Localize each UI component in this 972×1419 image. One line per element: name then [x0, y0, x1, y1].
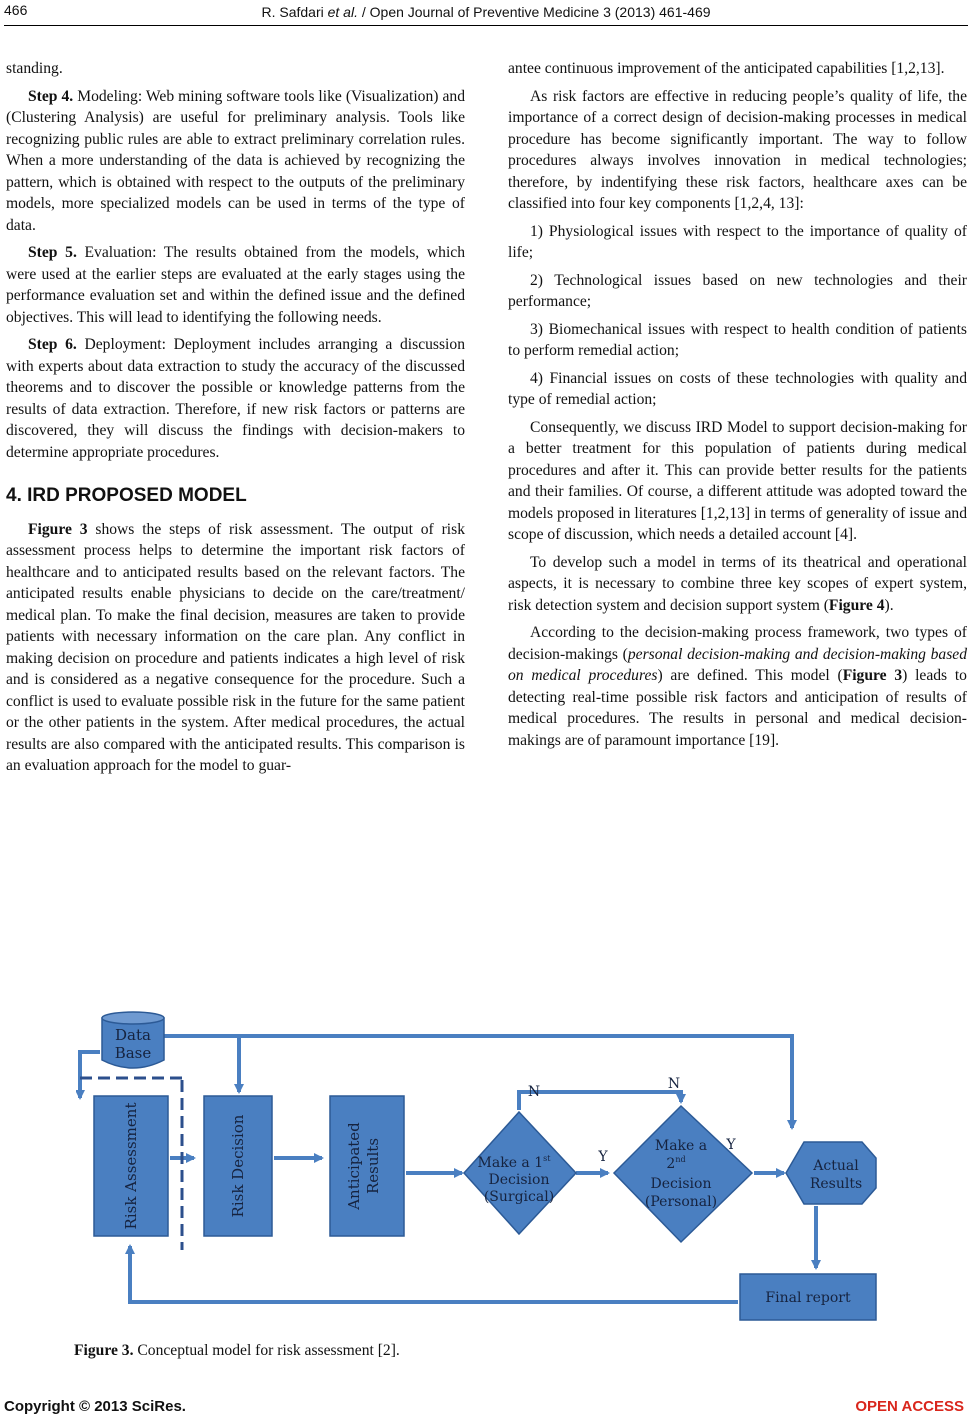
section-heading: 4. IRD PROPOSED MODEL — [6, 485, 247, 506]
running-header-etal: et al. — [327, 4, 358, 20]
connector-decision1-no-loop — [519, 1092, 681, 1110]
header-rule — [4, 25, 968, 26]
decision-1-line1-text: Make a 1 — [477, 1155, 544, 1171]
actual-results-line1: Actual — [813, 1158, 859, 1174]
develop-text-end: ). — [884, 596, 894, 614]
figure-3-diagram — [76, 1010, 900, 1340]
no-label-1: N — [527, 1084, 541, 1100]
open-access-footer: OPEN ACCESS — [855, 1398, 964, 1415]
copyright-footer: Copyright © 2013 SciRes. — [4, 1398, 186, 1415]
decision-1-node — [464, 1112, 576, 1234]
risk-decision-node — [204, 1096, 272, 1236]
caption-label: Figure 3. — [74, 1342, 134, 1359]
decision-2-node — [614, 1106, 752, 1242]
risk-assessment-node — [94, 1096, 168, 1236]
database-label-line1: Data — [115, 1026, 151, 1044]
risk-decision-label: Risk Decision — [229, 1114, 247, 1218]
paragraph-step4 — [6, 86, 465, 237]
framework-text-b: ) are defined. This model ( — [657, 667, 843, 684]
figure-caption — [74, 1342, 400, 1360]
running-header — [0, 4, 972, 20]
actual-results-line2: Results — [809, 1176, 863, 1192]
decision-1-superscript: st — [543, 1154, 551, 1163]
paragraph-develop — [508, 552, 967, 617]
figure3-reference: Figure 3 — [28, 520, 88, 538]
paragraph-model — [6, 519, 465, 777]
paragraph-continuation: antee continuous improvement of the anticipated capabilities [1,2,13]. — [508, 60, 945, 77]
step4-text: Modeling: Web mining software tools like (Visualization) and (Clustering Analysis) are useful for preliminary analysis. Tools like recognizing public rules are able to extract preliminary correlation rules. When a more understanding of the data is achieved by recognizing the pattern, which is obtained with respect to the outputs of the preliminary models, more specialized models can be used in terms of the type of data. — [6, 87, 465, 234]
paragraph-framework — [508, 622, 967, 751]
final-report-node — [740, 1274, 876, 1320]
develop-text: To develop such a model in terms of its theatrical and operational aspects, it is necessary to combine three key scopes of expert system, risk detection system and decision support system ( — [508, 553, 967, 614]
decision-1-line1 — [478, 1154, 552, 1171]
paragraph-step6 — [6, 334, 465, 463]
no-label-2: N — [667, 1076, 681, 1092]
list-item-3: 3) Biomechanical issues with respect to health condition of patients to perform remedial action; — [508, 320, 967, 359]
decision-2-line1: Make a — [654, 1138, 708, 1154]
step5-label: Step 5. — [28, 244, 77, 261]
step4-label: Step 4. — [28, 87, 74, 105]
anticipated-results-node — [330, 1096, 404, 1236]
framework-italic: personal decision-making and decision-making based on medical procedures — [508, 645, 967, 684]
yes-label-1: Y — [598, 1149, 608, 1165]
caption-text: Conceptual model for risk assessment [2]. — [133, 1342, 400, 1359]
model-text: shows the steps of risk assessment. The output of risk assessment process helps to determine the important risk factors of healthcare and to anticipated results based on the relevant factors. The anticipated results enable physicians to decide on the care/treatment/ medical plan. To make the final decision, measures are taken to provide patients with necessary information on the care plan. Any conflict in making decision on procedure and patients indicates a high level of risk and is considered as a negative consequence for the procedure. Such a conflict is used to evaluate possible risk in the future for the same patient or the other patients in the system. After medical procedures, the actual results are also compared with the anticipated results. This comparison is an evaluation approach for the model to guar- — [6, 520, 465, 774]
actual-results-node — [786, 1142, 876, 1204]
anticipated-label-line1: Anticipated — [345, 1122, 363, 1210]
yes-label-2: Y — [726, 1137, 736, 1153]
paragraph-consequently: Consequently, we discuss IRD Model to support decision-making for a better treatment for this population of patients during medical procedures and after it. This can provide better results for the patients and their families. Of course, a different attitude was adopted toward the models proposed in literatures [1,2,13] in terms of generality of issue and scope of discussion, which needs a detailed account [4]. — [508, 418, 967, 543]
decision-1-line2: Decision — [488, 1172, 550, 1188]
running-header-authors: R. Safdari — [261, 4, 328, 20]
list-item-4: 4) Financial issues on costs of these technologies with quality and type of remedial action; — [508, 369, 967, 408]
right-column — [508, 58, 967, 757]
database-node — [102, 1012, 164, 1068]
figure4-reference: Figure 4 — [828, 596, 885, 614]
connector-db-to-risk-assessment — [80, 1052, 100, 1098]
page-number: 466 — [4, 2, 28, 18]
connector-final-report-loop-back — [130, 1246, 738, 1302]
running-header-journal: / Open Journal of Preventive Medicine 3 (2013) 461-469 — [357, 4, 711, 20]
decision-2-superscript: nd — [675, 1155, 686, 1164]
decision-2-line4: (Personal) — [644, 1194, 718, 1210]
framework-text-c: ) leads to detecting real-time possible risk factors and anticipation of results of medical procedures. The results in personal and medical decision-makings are of paramount importance [19]. — [508, 667, 967, 749]
framework-text-a: According to the decision-making process framework, two types of decision-makings ( — [508, 624, 967, 663]
list-item-1: 1) Physiological issues with respect to the importance of quality of life; — [508, 222, 967, 261]
paragraph-standing: standing. — [6, 60, 63, 77]
list-item-2: 2) Technological issues based on new technologies and their performance; — [508, 271, 967, 310]
step6-text: Deployment: Deployment includes arranging a discussion with experts about data extraction to study the accuracy of the discussed theorems and to discover the possible or knowledge patterns from the results of data extraction. Therefore, if new risk factors or patterns are discovered, they will discuss the findings with decision-makers to determine appropriate procedures. — [6, 336, 465, 461]
risk-assessment-label: Risk Assessment — [122, 1102, 140, 1230]
step6-label: Step 6. — [28, 336, 77, 353]
paragraph-step5 — [6, 242, 465, 328]
anticipated-label-line2: Results — [364, 1137, 382, 1195]
framework-figure3-reference: Figure 3 — [842, 667, 903, 684]
final-report-label: Final report — [765, 1290, 851, 1306]
database-label-line2: Base — [114, 1044, 152, 1062]
step5-text: Evaluation: The results obtained from the models, which were used at the earlier steps are evaluated at the early stages using the performance evaluation set and within the defined issue and the defined objectives. This will lead to identifying the following needs. — [6, 244, 465, 326]
decision-1-line3: (Surgical) — [483, 1189, 555, 1205]
paragraph-risk-factors: As risk factors are effective in reducing people’s quality of life, the importance of a correct design of decision-making processes in medical procedure has become significantly important. The way to follow procedures always involves innovation in medical technologies; therefore, by indentifying these risk factors, healthcare axes can be classified into four key components [1,2,4, 13]: — [508, 87, 967, 212]
decision-2-line3: Decision — [650, 1176, 712, 1192]
decision-2-line2-text: 2 — [666, 1156, 676, 1172]
left-column — [6, 58, 465, 783]
